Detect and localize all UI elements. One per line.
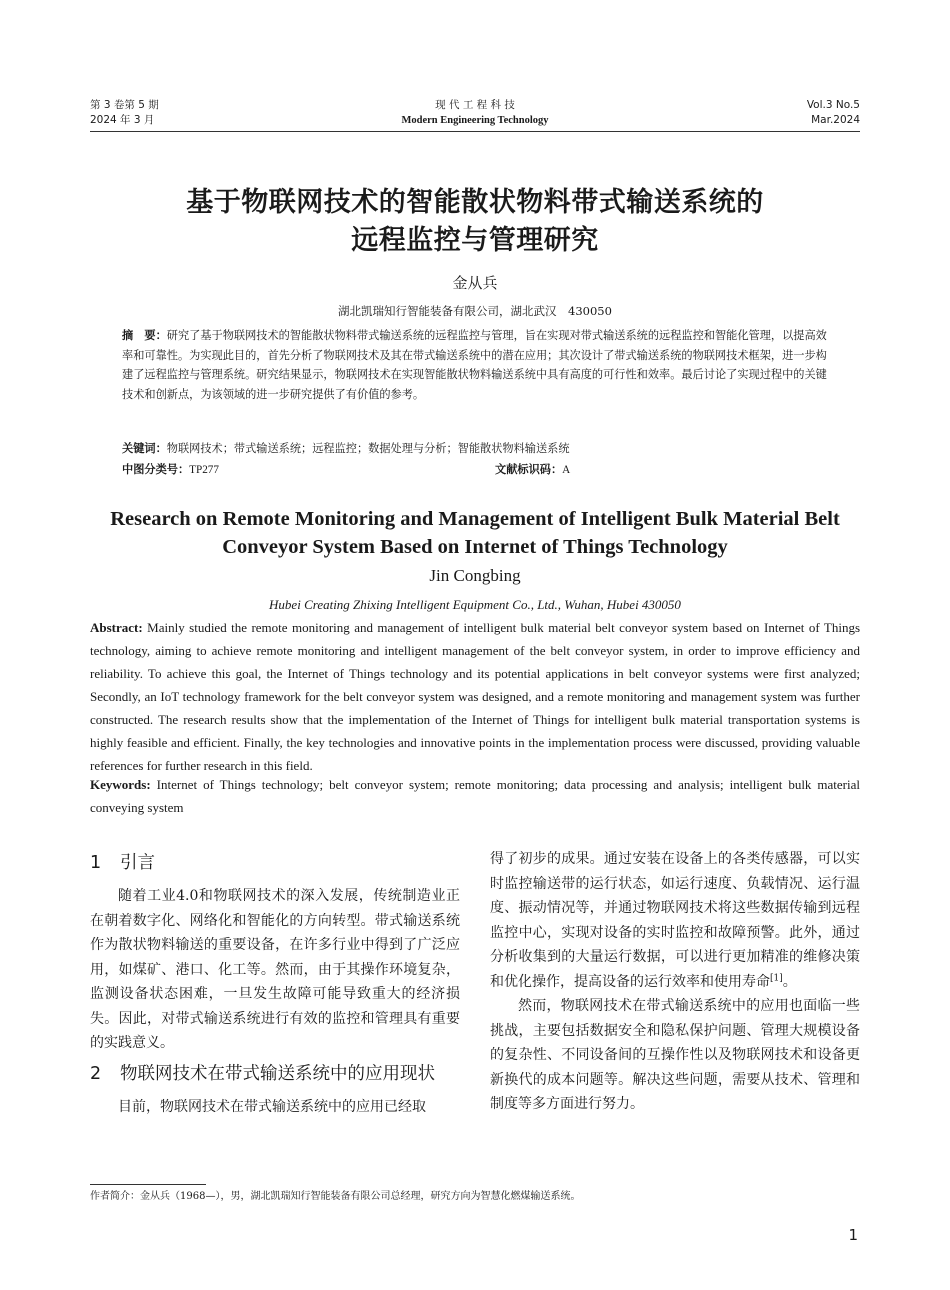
- volume-issue-en: Vol.3 No.5: [806, 99, 860, 111]
- paragraph: 目前，物联网技术在带式输送系统中的应用已经取: [118, 1098, 426, 1115]
- affiliation-cn: 湖北凯瑞知行智能装备有限公司，湖北武汉 430050: [338, 304, 612, 318]
- abstract-cn: [122, 326, 828, 404]
- document-code-value: A: [562, 464, 571, 476]
- page-number: 1: [848, 1226, 858, 1244]
- journal-name-en: Modern Engineering Technology: [401, 115, 549, 126]
- body-column-left: [90, 847, 460, 1119]
- keywords-cn-text: 物联网技术；带式输送系统；远程监控；数据处理与分析；智能散状物料输送系统: [166, 442, 570, 455]
- issue-date-en: Mar.2024: [811, 114, 860, 126]
- class-number-label: 中图分类号：: [122, 463, 190, 476]
- section-number-1: 1: [90, 853, 102, 873]
- document-code-label: 文献标识码：: [495, 463, 563, 476]
- author-en: Jin Congbing: [429, 566, 521, 585]
- body-column-right: [490, 847, 860, 1117]
- abstract-en-text: Mainly studied the remote monitoring and management of intelligent bulk material belt conveyor system based on Internet of Things technology, aiming to achieve remote monitoring and intelligent management of the belt conveyor system, in order to improve efficiency and reliability. To achieve this goal, the Internet of Things technology and its potential applications in belt conveyor systems were first analyzed; Secondly, an IoT technology framework for the belt conveyor system was designed, and a remote monitoring and management system was further constructed. The research results show that the implementation of the Internet of Things for intelligent bulk material transportation systems is highly feasible and efficient. Finally, the key technologies and innovative points in the implementation process were discussed, providing valuable references for further research in this field.: [90, 620, 860, 773]
- keywords-en-label: Keywords:: [90, 777, 151, 792]
- header-divider: [90, 131, 860, 132]
- keywords-en: [90, 773, 860, 819]
- paper-title-cn: [90, 184, 860, 260]
- section-number-2: 2: [90, 1063, 102, 1084]
- abstract-en: [90, 616, 860, 777]
- paragraph-continued: [490, 847, 860, 994]
- keywords-cn: [122, 439, 828, 458]
- paragraph-text: 得了初步的成果。通过安装在设备上的各类传感器，可以实时监控输送带的运行状态，如运行速度、负载情况、运行温度、振动情况等，并通过物联网技术将这些数据传输到远程监控中心，实现对设备的实时监控和故障预警。此外，通过分析收集到的大量运行数据，可以进行更加精准的维修决策和优化操作，提高设备的运行效率和使用寿命: [490, 851, 860, 990]
- section-heading-2: [90, 1062, 460, 1087]
- abstract-cn-label: 摘 要：: [122, 329, 167, 342]
- journal-issue-en: [807, 98, 860, 128]
- issue-date: 2024 年 3 月: [90, 114, 155, 126]
- keywords-en-text: Internet of Things technology; belt conveyor system; remote monitoring; data processing and analysis; intelligent bulk material conveying system: [90, 777, 861, 815]
- affiliation-en: Hubei Creating Zhixing Intelligent Equipment Co., Ltd., Wuhan, Hubei 430050: [269, 597, 681, 612]
- abstract-en-label: Abstract:: [90, 620, 143, 635]
- abstract-cn-text: 研究了基于物联网技术的智能散状物料带式输送系统的远程监控与管理，旨在实现对带式输送系统的远程监控和智能化管理，以提高效率和可靠性。为实现此目的，首先分析了物联网技术及其在带式输送系统中的潜在应用；其次设计了带式输送系统的物联网技术框架，进一步构建了远程监控与管理系统。研究结果显示，物联网技术在实现智能散状物料输送系统中具有高度的可行性和效率。最后讨论了实现过程中的关键技术和创新点，为该领域的进一步研究提供了有价值的参考。: [122, 329, 827, 401]
- paragraph: 随着工业4.0和物联网技术的深入发展，传统制造业正在朝着数字化、网络化和智能化的方向转型。带式输送系统作为散状物料输送的重要设备，在许多行业中得到了广泛应用，如煤矿、港口、化工等。然而，由于其操作环境复杂，监测设备状态困难，一旦发生故障可能导致重大的经济损失。因此，对带式输送系统进行有效的监控和管理具有重要的实践意义。: [90, 888, 460, 1051]
- paper-title-en-line1: Research on Remote Monitoring and Management of Intelligent Bulk Material Belt: [110, 508, 840, 530]
- paragraph: 然而，物联网技术在带式输送系统中的应用也面临一些挑战，主要包括数据安全和隐私保护问题、管理大规模设备的复杂性、不同设备间的互操作性以及物联网技术和设备更新换代的成本问题等。解决这些问题，需要从技术、管理和制度等多方面进行努力。: [490, 998, 860, 1112]
- paper-title-en: [80, 505, 870, 561]
- document-code: [495, 460, 570, 480]
- footnote-divider: [90, 1184, 206, 1185]
- paper-title-cn-line1: 基于物联网技术的智能散状物料带式输送系统的: [186, 187, 764, 218]
- class-number: TP277: [189, 464, 219, 476]
- paragraph-end: 。: [782, 973, 797, 990]
- keywords-cn-label: 关键词：: [122, 442, 167, 455]
- section-heading-1: [90, 851, 460, 876]
- section-title-1: 引言: [120, 853, 155, 873]
- journal-name-cn: 现 代 工 程 科 技: [435, 99, 515, 111]
- section-title-2: 物联网技术在带式输送系统中的应用现状: [120, 1063, 435, 1084]
- citation: [1]: [770, 972, 783, 983]
- paper-title-en-line2: Conveyor System Based on Internet of Things Technology: [222, 536, 728, 558]
- author-cn: 金从兵: [452, 274, 498, 292]
- volume-issue: 第 3 卷第 5 期: [90, 99, 159, 111]
- paper-title-cn-line2: 远程监控与管理研究: [351, 225, 599, 256]
- classification: [122, 460, 828, 480]
- author-footnote: 作者简介：金从兵（1968—），男，湖北凯瑞知行智能装备有限公司总经理，研究方向为智慧化燃煤输送系统。: [90, 1191, 581, 1202]
